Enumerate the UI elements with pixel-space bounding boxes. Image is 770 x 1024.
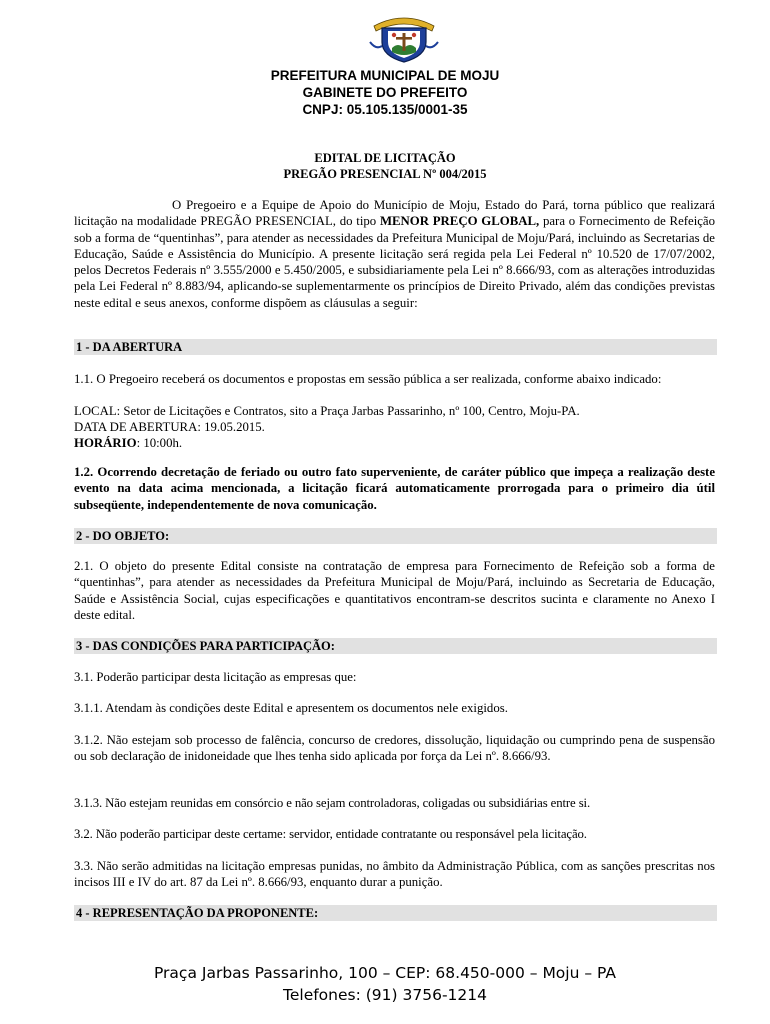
intro-bold-text: MENOR PREÇO GLOBAL, — [379, 214, 540, 229]
local-line: LOCAL: Setor de Licitações e Contratos, sito a Praça Jarbas Passarinho, nº 100, Centro, Moju-PA. — [74, 404, 580, 418]
section-heading-objeto: 2 - DO OBJETO: — [74, 528, 717, 544]
section-heading-representacao: 4 - REPRESENTAÇÃO DA PROPONENTE: — [74, 905, 717, 921]
section-heading-condicoes: 3 - DAS CONDIÇÕES PARA PARTICIPAÇÃO: — [74, 638, 717, 654]
intro-paragraph — [74, 197, 715, 311]
clause-3-2: 3.2. Não poderão participar deste certame: servidor, entidade contratante ou responsável pela licitação. — [74, 827, 587, 841]
opening-time — [74, 435, 715, 451]
opening-time-label: HORÁRIO — [74, 436, 137, 450]
opening-time-value: : 10:00h. — [136, 436, 183, 450]
office-name: GABINETE DO PREFEITO — [302, 85, 468, 100]
opening-date: DATA DE ABERTURA: 19.05.2015. — [74, 420, 265, 434]
clause-1-1: 1.1. O Pregoeiro receberá os documentos e propostas em sessão pública a ser realizada, conforme abaixo indicado: — [74, 372, 662, 386]
municipality-name: PREFEITURA MUNICIPAL DE MOJU — [270, 68, 500, 83]
clause-3-1-1: 3.1.1. Atendam às condições deste Edital e apresentem os documentos nele exigidos. — [74, 701, 508, 715]
footer-address: Praça Jarbas Passarinho, 100 – CEP: 68.450-000 – Moju – PA — [153, 964, 616, 982]
document-subtitle: PREGÃO PRESENCIAL Nº 004/2015 — [283, 167, 487, 181]
clause-3-1-2: 3.1.2. Não estejam sob processo de falência, concurso de credores, dissolução, liquidação ou cumprindo pena de suspensão ou sob declaração de inidoneidade que lhes tenha sido aplicada por força da Lei nº. 8.666/93. — [74, 733, 715, 764]
clause-3-3: 3.3. Não serão admitidas na licitação empresas punidas, no âmbito da Administração Pública, com as sanções prescritas nos incisos III e IV do art. 87 da Lei nº. 8.666/93, enquanto durar a punição. — [74, 859, 715, 890]
intro-text-start: O Pregoeiro e a Equipe de Apoio do Município de Moju, Estado do Pará, torna público que realizará licitação na modalidade PREGÃO PRESENCIAL, do tipo — [74, 198, 715, 229]
section-heading-abertura: 1 - DA ABERTURA — [74, 339, 717, 355]
clause-2-1: 2.1. O objeto do presente Edital consiste na contratação de empresa para Fornecimento de Refeição sob a forma de “quentinhas”, para atender as necessidades da Prefeitura Municipal de Moju/Pará, incluindo as Secretaria de Educação, Saúde e Assistência Social, cujas especificações e quantitativos encontram-se descritos sucinta e claramente no Anexo I deste edital. — [74, 559, 715, 622]
footer-phones: Telefones: (91) 3756-1214 — [283, 986, 487, 1004]
document-title: EDITAL DE LICITAÇÃO — [314, 151, 456, 165]
clause-3-1-3: 3.1.3. Não estejam reunidas em consórcio e não sejam controladoras, coligadas ou subsidiárias entre si. — [74, 796, 591, 810]
cnpj-number: CNPJ: 05.105.135/0001-35 — [302, 102, 468, 117]
clause-3-1: 3.1. Poderão participar desta licitação as empresas que: — [74, 670, 357, 684]
coat-of-arms-icon — [368, 12, 440, 64]
intro-text-end: para o Fornecimento de Refeição sob a forma de “quentinhas”, para atender as necessidades da Prefeitura Municipal de Moju/Pará, incluindo as Secretarias de Educação, Saúde e Assistência do Município. A presente licitação será regida pela Lei Federal nº 10.520 de 17/07/2002, pelos Decretos Federais nº 3.555/2000 e 5.450/2005, e subsidiariamente pela Lei nº 8.666/93, com as alterações introduzidas pela Lei Federal nº 8.883/94, aplicando-se suplementarmente os princípios de Direito Privado, além das condições previstas neste edital e seus anexos, conforme dispõem as cláusulas a seguir: — [74, 214, 716, 310]
clause-1-2: 1.2. Ocorrendo decretação de feriado ou outro fato superveniente, de caráter público que impeça a realização deste evento na data acima mencionada, a licitação ficará automaticamente prorrogada para o primeiro dia útil subseqüente, independentemente de nova comunicação. — [74, 465, 715, 512]
